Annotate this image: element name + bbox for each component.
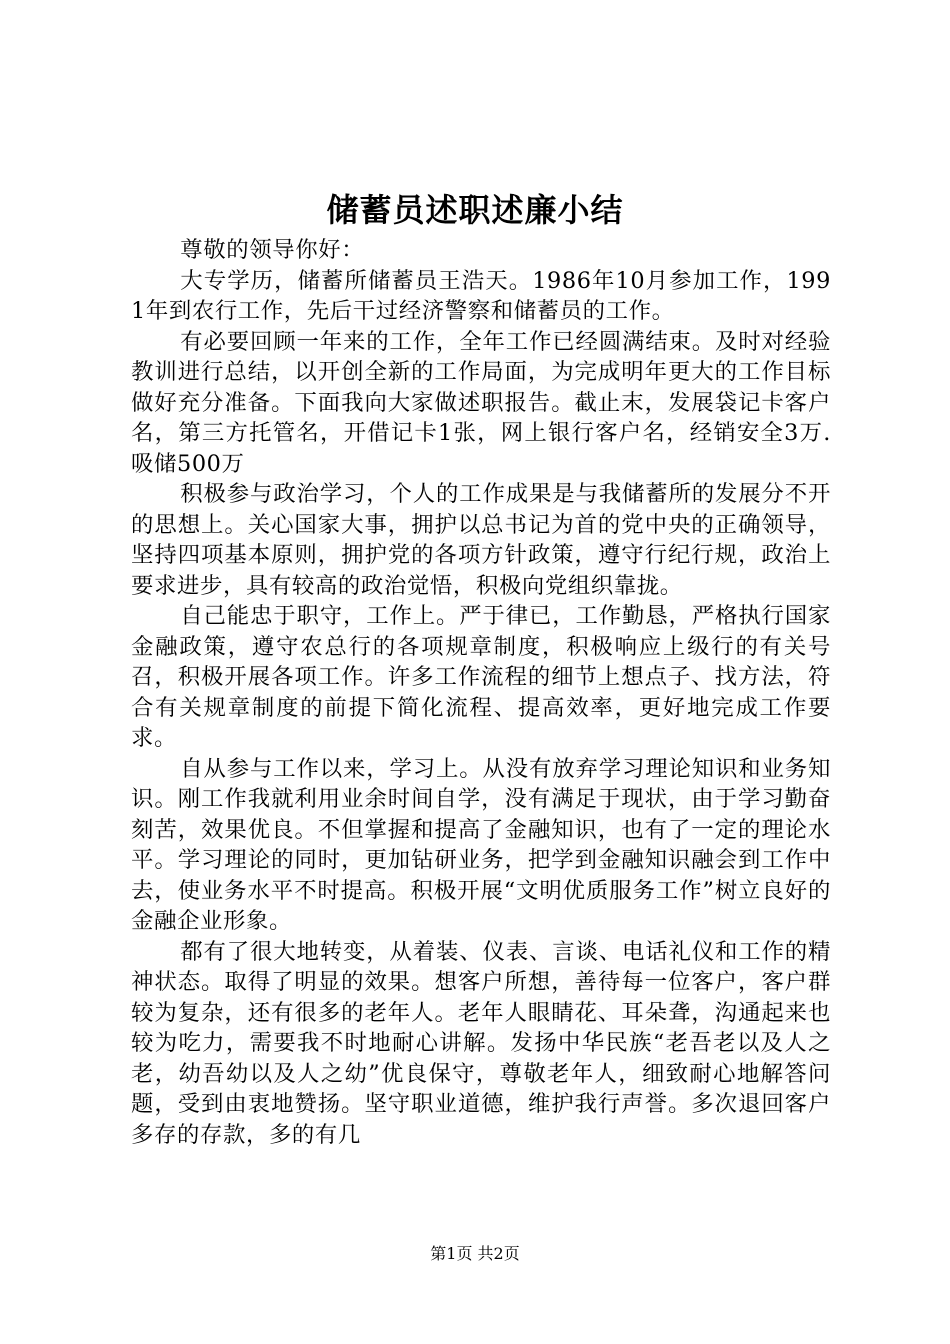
paragraph-service: 都有了很大地转变，从着装、仪表、言谈、电话礼仪和工作的精神状态。取得了明显的效果。想客户所想，善待每一位客户，客户群较为复杂，还有很多的老年人。老年人眼睛花、耳朵聋，沟通起来也较为吃力，需要我不时地耐心讲解。发扬中华民族“老吾老以及人之老，幼吾幼以及人之幼”优良保守，尊敬老年人，细致耐心地解答问题，受到由衷地赞扬。坚守职业道德，维护我行声誉。多次退回客户多存的存款，多的有几: [131, 938, 831, 1148]
paragraph-salutation: 尊敬的领导你好：: [180, 237, 365, 263]
paragraph-learning: 自从参与工作以来，学习上。从没有放弃学习理论知识和业务知识。刚工作我就利用业余时间自学，没有满足于现状，由于学习勤奋刻苦，效果优良。不但掌握和提高了金融知识，也有了一定的理论水平。学习理论的同时，更加钻研业务，把学到金融知识融会到工作中去，使业务水平不时提高。积极开展“文明优质服务工作”树立良好的金融企业形象。: [131, 755, 831, 934]
paragraph-review: 有必要回顾一年来的工作，全年工作已经圆满结束。及时对经验教训进行总结，以开创全新的工作局面，为完成明年更大的工作目标做好充分准备。下面我向大家做述职报告。截止末，发展袋记卡客户名，第三方托管名，开借记卡1张，网上银行客户名，经销安全3万.吸储500万: [131, 328, 831, 477]
paragraph-work-duty: 自己能忠于职守，工作上。严于律已，工作勤恳，严格执行国家金融政策，遵守农总行的各项规章制度，积极响应上级行的有关号召，积极开展各项工作。许多工作流程的细节上想点子、找方法，符合有关规章制度的前提下简化流程、提高效率，更好地完成工作要求。: [131, 603, 831, 751]
document-body: [131, 235, 831, 1150]
page-number: 第1页 共2页: [430, 1244, 520, 1263]
document-title: 储蓄员述职述廉小结: [326, 191, 624, 229]
paragraph-introduction: 大专学历，储蓄所储蓄员王浩天。1986年10月参加工作，1991年到农行工作，先后干过经济警察和储蓄员的工作。: [131, 267, 831, 324]
paragraph-political-study: 积极参与政治学习，个人的工作成果是与我储蓄所的发展分不开的思想上。关心国家大事，拥护以总书记为首的党中央的正确领导，坚持四项基本原则，拥护党的各项方针政策，遵守行纪行规，政治上要求进步，具有较高的政治觉悟，积极向党组织靠拢。: [131, 481, 831, 599]
